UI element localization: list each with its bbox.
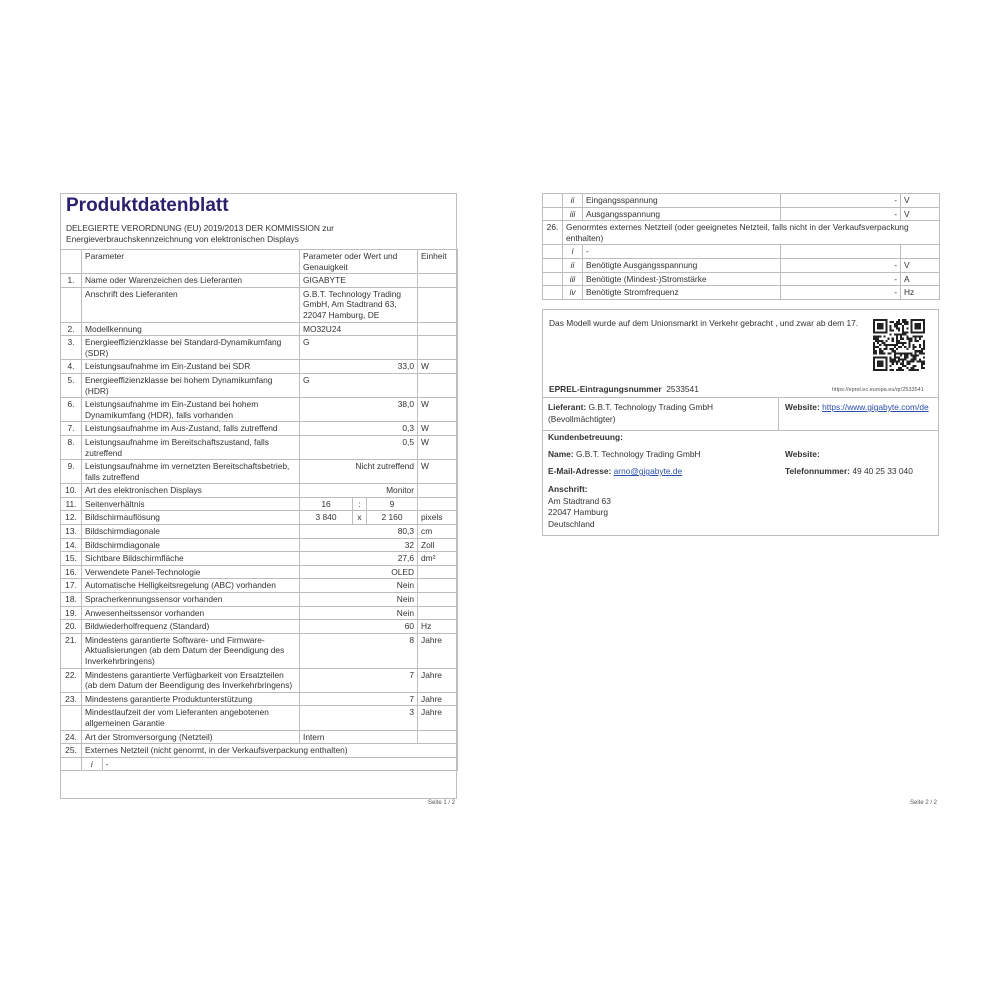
table-row	[543, 272, 940, 286]
table-row	[543, 245, 940, 259]
product-data-table	[60, 249, 458, 771]
parameter-cell: Bildschirmdiagonale	[82, 538, 300, 552]
row-number: 3.	[61, 336, 82, 360]
power-supply-table	[542, 193, 940, 300]
page-number: Seite 1 / 2	[428, 800, 456, 806]
row-number: 17.	[61, 579, 82, 593]
table-row	[61, 757, 458, 771]
value-cell	[781, 245, 901, 259]
empty-cell	[543, 272, 563, 286]
table-row	[61, 373, 458, 397]
value-cell: 7	[300, 668, 418, 692]
sub-index: ii	[563, 258, 583, 272]
table-row	[61, 398, 458, 422]
table-row	[61, 606, 458, 620]
value-cell: 0,3	[300, 422, 418, 436]
table-row	[61, 322, 458, 336]
sub-index: i	[82, 758, 102, 771]
value-cell: Nein	[300, 593, 418, 607]
table-row	[543, 258, 940, 272]
parameter-cell: Name oder Warenzeichen des Lieferanten	[82, 274, 300, 288]
website-label: Website:	[785, 402, 820, 412]
value-cell: G.B.T. Technology Trading GmbH, Am Stadtrand 63, 22047 Hamburg, DE	[300, 287, 418, 322]
row-number: 5.	[61, 373, 82, 397]
unit-cell: Hz	[901, 286, 940, 300]
table-row	[543, 194, 940, 208]
row-number: 26.	[543, 221, 563, 245]
row-number: 23.	[61, 692, 82, 706]
table-row	[61, 730, 458, 744]
unit-cell	[418, 579, 458, 593]
market-placement-text: Das Modell wurde auf dem Unionsmarkt in Verkehr gebracht , und zwar ab dem 17.	[549, 318, 859, 328]
parameter-cell: Leistungsaufnahme im vernetzten Bereitschaftsbetrieb, falls zutreffend	[82, 460, 300, 484]
value-cell: -	[781, 207, 901, 221]
unit-cell: Jahre	[418, 692, 458, 706]
address-line: 22047 Hamburg	[548, 507, 609, 517]
empty-cell	[543, 286, 563, 300]
service-name	[548, 449, 701, 461]
parameter-cell: Verwendete Panel-Technologie	[82, 565, 300, 579]
supplier-value: G.B.T. Technology Trading GmbH (Bevollmächtigter)	[548, 402, 714, 424]
value-cell: 8	[300, 633, 418, 668]
row-number: 12.	[61, 511, 82, 525]
unit-cell	[418, 593, 458, 607]
value-cell: GIGABYTE	[300, 274, 418, 288]
phone-value: 49 40 25 33 040	[852, 466, 913, 476]
parameter-cell: Energieeffizienzklasse bei hohem Dynamikumfang (HDR)	[82, 373, 300, 397]
row-number: 8.	[61, 435, 82, 459]
page-title: Produktdatenblatt	[66, 195, 229, 216]
service-address	[548, 484, 611, 530]
empty-cell	[543, 194, 563, 208]
eprel-label: EPREL-Eintragungsnummer	[549, 384, 662, 394]
unit-cell: Jahre	[418, 706, 458, 730]
supplier-label: Lieferant:	[548, 402, 587, 412]
unit-cell: W	[418, 360, 458, 374]
table-row	[61, 336, 458, 360]
unit-cell: A	[901, 272, 940, 286]
table-row	[543, 207, 940, 221]
supplier-website	[785, 402, 937, 414]
unit-cell: V	[901, 207, 940, 221]
table-row	[61, 484, 458, 498]
row-number: 19.	[61, 606, 82, 620]
unit-cell	[418, 497, 458, 511]
header-value: Parameter oder Wert und Genauigkeit	[300, 250, 418, 274]
service-email	[548, 466, 682, 478]
eprel-number: 2533541	[666, 384, 699, 394]
value-cell: OLED	[300, 565, 418, 579]
row-number: 7.	[61, 422, 82, 436]
service-website	[785, 449, 820, 461]
unit-cell	[418, 565, 458, 579]
value-cell: Monitor	[300, 484, 418, 498]
unit-cell: cm	[418, 525, 458, 539]
table-row	[61, 274, 458, 288]
eprel-registration	[549, 384, 699, 394]
header-unit: Einheit	[418, 250, 458, 274]
unit-cell: W	[418, 460, 458, 484]
sub-index: iv	[563, 286, 583, 300]
value-cell: 16	[300, 497, 353, 511]
row-number: 24.	[61, 730, 82, 744]
separator-cell: :	[353, 497, 367, 511]
address-line: Deutschland	[548, 518, 595, 529]
parameter-cell: Leistungsaufnahme im Ein-Zustand bei SDR	[82, 360, 300, 374]
row-number: 25.	[61, 744, 82, 758]
row-number: 9.	[61, 460, 82, 484]
unit-cell	[418, 287, 458, 322]
eprel-url[interactable]: https://eprel.ec.europa.eu/qr/2533541	[832, 387, 924, 393]
divider	[542, 430, 939, 431]
name-label: Name:	[548, 449, 574, 459]
value-cell: Nein	[300, 606, 418, 620]
sub-index: ii	[563, 194, 583, 208]
row-number: 13.	[61, 525, 82, 539]
unit-cell	[418, 336, 458, 360]
supplier	[548, 402, 776, 425]
row-number: 14.	[61, 538, 82, 552]
table-row	[61, 593, 458, 607]
unit-cell	[418, 730, 458, 744]
website2-label: Website:	[785, 449, 820, 459]
parameter-cell: Leistungsaufnahme im Aus-Zustand, falls zutreffend	[82, 422, 300, 436]
table-row	[543, 221, 940, 245]
row-number: 6.	[61, 398, 82, 422]
row-number: 22.	[61, 668, 82, 692]
unit-cell: Jahre	[418, 633, 458, 668]
divider	[542, 397, 939, 398]
row-number: 16.	[61, 565, 82, 579]
row-number: 2.	[61, 322, 82, 336]
sub-row-cell	[82, 757, 458, 771]
unit-cell: dm²	[418, 552, 458, 566]
table-row	[61, 497, 458, 511]
row-number: 11.	[61, 497, 82, 511]
value-cell: Intern	[300, 730, 418, 744]
parameter-cell: Mindestens garantierte Verfügbarkeit von Ersatzteilen (ab dem Datum der Beendigung des Inverkehrbringens)	[82, 668, 300, 692]
table-row	[61, 422, 458, 436]
empty-cell	[543, 207, 563, 221]
regulation-subtitle: DELEGIERTE VERORDNUNG (EU) 2019/2013 DER KOMMISSION zur Energieverbrauchskennzeichnung von elektronischen Displays	[66, 223, 334, 244]
table-row	[61, 620, 458, 634]
qr-code-icon[interactable]	[873, 319, 925, 371]
parameter-cell: Bildwiederholfrequenz (Standard)	[82, 620, 300, 634]
unit-cell: W	[418, 422, 458, 436]
table-row	[61, 744, 458, 758]
unit-cell	[418, 274, 458, 288]
row-number: 20.	[61, 620, 82, 634]
empty-cell	[543, 245, 563, 259]
value-cell: 32	[300, 538, 418, 552]
row-number: 21.	[61, 633, 82, 668]
parameter-cell: Genormtes externes Netzteil (oder geeignetes Netzteil, falls nicht in der Verkaufsverpackung enthalten)	[563, 221, 940, 245]
table-row	[61, 435, 458, 459]
value-cell: Nicht zutreffend	[300, 460, 418, 484]
table-row	[61, 668, 458, 692]
table-row	[61, 460, 458, 484]
unit-cell: pixels	[418, 511, 458, 525]
row-number	[61, 287, 82, 322]
row-number	[61, 706, 82, 730]
page-number: Seite 2 / 2	[910, 800, 938, 806]
parameter-cell: Art der Stromversorgung (Netzteil)	[82, 730, 300, 744]
parameter-cell: Externes Netzteil (nicht genormt, in der Verkaufsverpackung enthalten)	[82, 744, 458, 758]
table-row	[61, 565, 458, 579]
value-cell: -	[781, 258, 901, 272]
unit-cell	[418, 373, 458, 397]
sub-index: iii	[563, 207, 583, 221]
value-cell: 38,0	[300, 398, 418, 422]
email-label: E-Mail-Adresse:	[548, 466, 612, 476]
table-row	[61, 538, 458, 552]
address-line: Am Stadtrand 63	[548, 495, 611, 506]
table-row	[61, 706, 458, 730]
unit-cell	[901, 245, 940, 259]
parameter-cell: Anschrift des Lieferanten	[82, 287, 300, 322]
value-cell: 27,6	[300, 552, 418, 566]
value-cell: 2 160	[367, 511, 418, 525]
parameter-cell: Benötigte (Mindest-)Stromstärke	[583, 272, 781, 286]
parameter-cell: Modellkennung	[82, 322, 300, 336]
parameter-cell: Leistungsaufnahme im Ein-Zustand bei hohem Dynamikumfang (HDR), falls vorhanden	[82, 398, 300, 422]
unit-cell	[418, 484, 458, 498]
value-cell: -	[781, 286, 901, 300]
phone-label: Telefonnummer:	[785, 466, 850, 476]
parameter-cell: Benötigte Stromfrequenz	[583, 286, 781, 300]
parameter-cell: Mindestens garantierte Produktunterstützung	[82, 692, 300, 706]
empty-cell	[543, 258, 563, 272]
value-cell: -	[781, 194, 901, 208]
parameter-cell: Leistungsaufnahme im Bereitschaftszustand, falls zutreffend	[82, 435, 300, 459]
sub-index: iii	[563, 272, 583, 286]
parameter-cell: Spracherkennungssensor vorhanden	[82, 593, 300, 607]
unit-cell	[418, 606, 458, 620]
parameter-cell: Eingangsspannung	[583, 194, 781, 208]
table-row	[543, 286, 940, 300]
value-cell: 0,5	[300, 435, 418, 459]
address-label: Anschrift:	[548, 484, 588, 494]
unit-cell: Hz	[418, 620, 458, 634]
row-number: 1.	[61, 274, 82, 288]
separator-cell: x	[353, 511, 367, 525]
row-number: 15.	[61, 552, 82, 566]
value-cell: -	[781, 272, 901, 286]
unit-cell: Zoll	[418, 538, 458, 552]
unit-cell: V	[901, 194, 940, 208]
table-row	[61, 511, 458, 525]
value-cell: 80,3	[300, 525, 418, 539]
parameter-cell: Energieeffizienzklasse bei Standard-Dynamikumfang (SDR)	[82, 336, 300, 360]
value-cell: 3 840	[300, 511, 353, 525]
empty-cell	[61, 757, 82, 771]
table-row	[61, 552, 458, 566]
unit-cell: W	[418, 398, 458, 422]
sub-value: -	[105, 758, 109, 769]
table-row	[61, 525, 458, 539]
parameter-cell: Art des elektronischen Displays	[82, 484, 300, 498]
row-number: 4.	[61, 360, 82, 374]
parameter-cell: Mindestlaufzeit der vom Lieferanten angebotenen allgemeinen Garantie	[82, 706, 300, 730]
value-cell: 33,0	[300, 360, 418, 374]
parameter-cell: Ausgangsspannung	[583, 207, 781, 221]
sub-index: i	[563, 245, 583, 259]
name-value: G.B.T. Technology Trading GmbH	[575, 449, 701, 459]
value-cell: G	[300, 336, 418, 360]
unit-cell: Jahre	[418, 668, 458, 692]
table-row	[61, 579, 458, 593]
table-row	[61, 692, 458, 706]
parameter-cell: Seitenverhältnis	[82, 497, 300, 511]
parameter-cell: Automatische Helligkeitsregelung (ABC) vorhanden	[82, 579, 300, 593]
unit-cell	[418, 322, 458, 336]
unit-cell: W	[418, 435, 458, 459]
unit-cell: V	[901, 258, 940, 272]
table-header-row	[61, 250, 458, 274]
website-link[interactable]: https://www.gigabyte.com/de	[822, 402, 929, 412]
parameter-cell: Bildschirmdiagonale	[82, 525, 300, 539]
value-cell: 9	[367, 497, 418, 511]
parameter-cell: Mindestens garantierte Software- und Firmware-Aktualisierungen (ab dem Datum der Beendigung des Inverkehrbringens)	[82, 633, 300, 668]
row-number: 10.	[61, 484, 82, 498]
row-number: 18.	[61, 593, 82, 607]
value-cell: 60	[300, 620, 418, 634]
value-cell: 7	[300, 692, 418, 706]
value-cell: 3	[300, 706, 418, 730]
divider	[778, 397, 779, 430]
table-row	[61, 360, 458, 374]
table-row	[61, 287, 458, 322]
customer-service-heading: Kundenbetreuung:	[548, 432, 623, 442]
parameter-cell: Sichtbare Bildschirmfläche	[82, 552, 300, 566]
value-cell: Nein	[300, 579, 418, 593]
header-parameter: Parameter	[82, 250, 300, 274]
value-cell: MO32U24	[300, 322, 418, 336]
value-cell: G	[300, 373, 418, 397]
service-phone	[785, 466, 913, 478]
parameter-cell: Bildschirmauflösung	[82, 511, 300, 525]
email-link[interactable]: arno@gigabyte.de	[613, 466, 683, 476]
parameter-cell: -	[583, 245, 781, 259]
parameter-cell: Benötigte Ausgangsspannung	[583, 258, 781, 272]
parameter-cell: Anwesenheitssensor vorhanden	[82, 606, 300, 620]
table-row	[61, 633, 458, 668]
